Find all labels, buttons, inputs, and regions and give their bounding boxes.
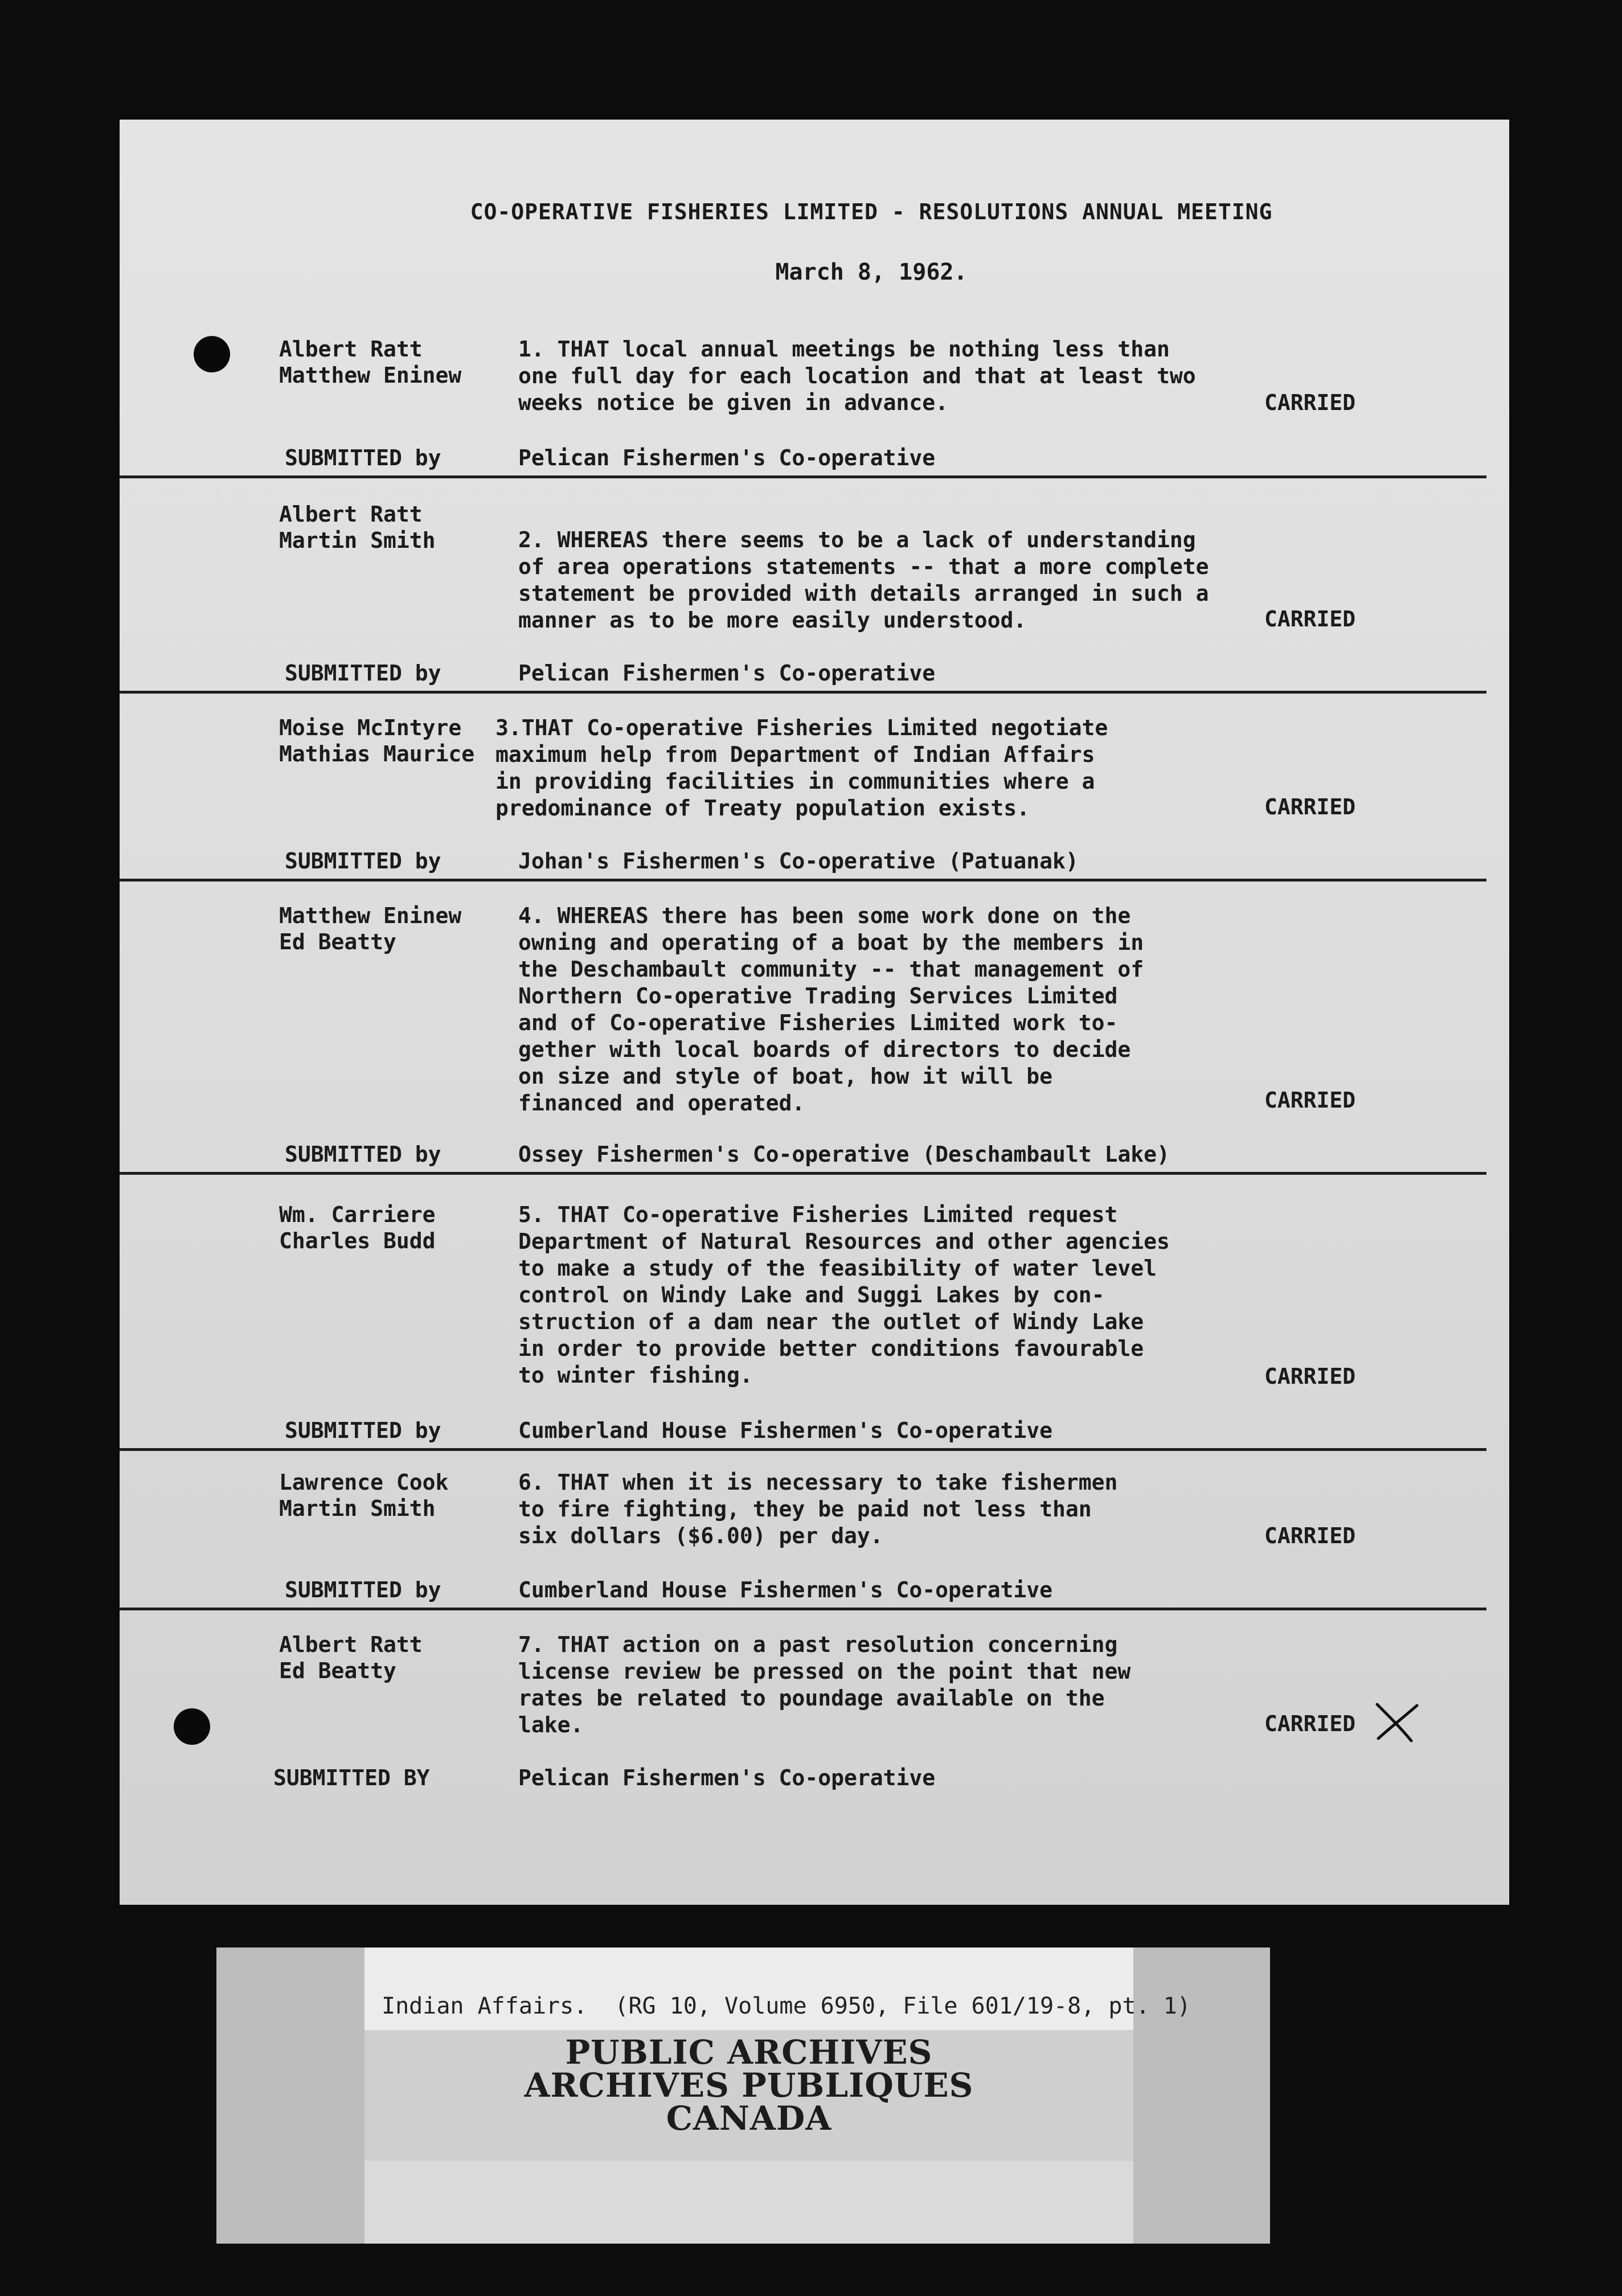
submitted-label: SUBMITTED by: [285, 848, 441, 874]
divider-rule: [120, 1448, 1486, 1451]
divider-rule: [120, 691, 1486, 694]
stamp-line-3: CANADA: [666, 2099, 832, 2138]
punch-hole-top: [194, 336, 230, 372]
resolution-text: 2. WHEREAS there seems to be a lack of understanding of area operations statements -- that a more complete statement be provided with details arranged in such a manner as to be more easily understood.: [518, 527, 1209, 633]
divider-rule: [120, 1608, 1486, 1610]
label-tab-right: [1133, 1948, 1270, 2244]
submitted-label: SUBMITTED by: [285, 1418, 441, 1443]
status-carried: CARRIED: [1264, 794, 1356, 819]
movers: Lawrence Cook Martin Smith: [279, 1470, 449, 1521]
movers: Moise McIntyre Mathias Maurice: [279, 715, 475, 766]
resolution-text: 1. THAT local annual meetings be nothing less than one full day for each location and that at least two weeks notice be given in advance.: [518, 337, 1196, 415]
document-page: [120, 120, 1509, 1905]
archive-label-card: [216, 1948, 1270, 2244]
handwritten-x-mark-icon: [1367, 1700, 1424, 1745]
movers: Matthew Eninew Ed Beatty: [279, 903, 462, 954]
submitted-label: SUBMITTED by: [285, 1142, 441, 1167]
submitted-label: SUBMITTED by: [285, 661, 441, 686]
status-carried: CARRIED: [1264, 1364, 1356, 1389]
stamp-line-1: PUBLIC ARCHIVES: [565, 2033, 933, 2072]
submitted-by: Pelican Fishermen's Co-operative: [518, 661, 936, 686]
movers: Wm. Carriere Charles Budd: [279, 1202, 436, 1253]
resolution-text: 6. THAT when it is necessary to take fishermen to fire fighting, they be paid not less than six dollars ($6.00) per day.: [518, 1470, 1118, 1548]
movers: Albert Ratt Martin Smith: [279, 502, 436, 553]
divider-rule: [120, 475, 1486, 478]
movers: Albert Ratt Ed Beatty: [279, 1632, 423, 1683]
status-carried: CARRIED: [1264, 1523, 1356, 1548]
status-carried: CARRIED: [1264, 390, 1356, 415]
submitted-by: Johan's Fishermen's Co-operative (Patuanak): [518, 848, 1079, 874]
divider-rule: [120, 879, 1486, 882]
resolution-text: 7. THAT action on a past resolution concerning license review be pressed on the point that new rates be related to poundage available on the lake.: [518, 1632, 1131, 1737]
submitted-by: Ossey Fishermen's Co-operative (Deschambault Lake): [518, 1142, 1170, 1167]
punch-hole-bottom: [174, 1708, 210, 1745]
movers: Albert Ratt Matthew Eninew: [279, 337, 462, 388]
submitted-by: Pelican Fishermen's Co-operative: [518, 445, 936, 470]
label-bottom-strip: [364, 2161, 1133, 2244]
archive-reference-strip: [364, 1948, 1191, 2032]
submitted-by: Pelican Fishermen's Co-operative: [518, 1765, 936, 1790]
resolution-text: 5. THAT Co-operative Fisheries Limited request Department of Natural Resources and other agencies to make a study of the feasibility of water level control on Windy Lake and Suggi Lakes by con- struction of a dam near the outlet of Windy Lake in order to provide better conditions favourable to winter fishing.: [518, 1202, 1170, 1388]
document-title: CO-OPERATIVE FISHERIES LIMITED - RESOLUTIONS ANNUAL MEETING: [470, 199, 1273, 224]
status-carried: CARRIED: [1264, 1711, 1356, 1736]
label-tab-left: [216, 1948, 364, 2244]
stamp-line-2: ARCHIVES PUBLIQUES: [524, 2066, 974, 2105]
status-carried: CARRIED: [1264, 606, 1356, 632]
submitted-label: SUBMITTED BY: [273, 1765, 430, 1790]
submitted-label: SUBMITTED by: [285, 1577, 441, 1602]
archive-stamp: [364, 2030, 1133, 2161]
divider-rule: [120, 1172, 1486, 1175]
submitted-label: SUBMITTED by: [285, 445, 441, 470]
resolution-text: 3.THAT Co-operative Fisheries Limited negotiate maximum help from Department of Indian Affairs in providing facilities in communities where a predominance of Treaty population exists.: [495, 715, 1108, 821]
status-carried: CARRIED: [1264, 1088, 1356, 1113]
document-date: March 8, 1962.: [775, 259, 968, 285]
archive-reference: Indian Affairs. (RG 10, Volume 6950, File 601/19-8, pt. 1): [382, 1993, 1191, 2019]
resolution-text: 4. WHEREAS there has been some work done on the owning and operating of a boat by the members in the Deschambault community -- that management of Northern Co-operative Trading Services Limited and of Co-operative Fisheries Limited work to- gether with local boards of directors to decide on size and style of boat, how it will be financed and operated.: [518, 903, 1144, 1116]
submitted-by: Cumberland House Fishermen's Co-operative: [518, 1577, 1052, 1602]
submitted-by: Cumberland House Fishermen's Co-operative: [518, 1418, 1052, 1443]
